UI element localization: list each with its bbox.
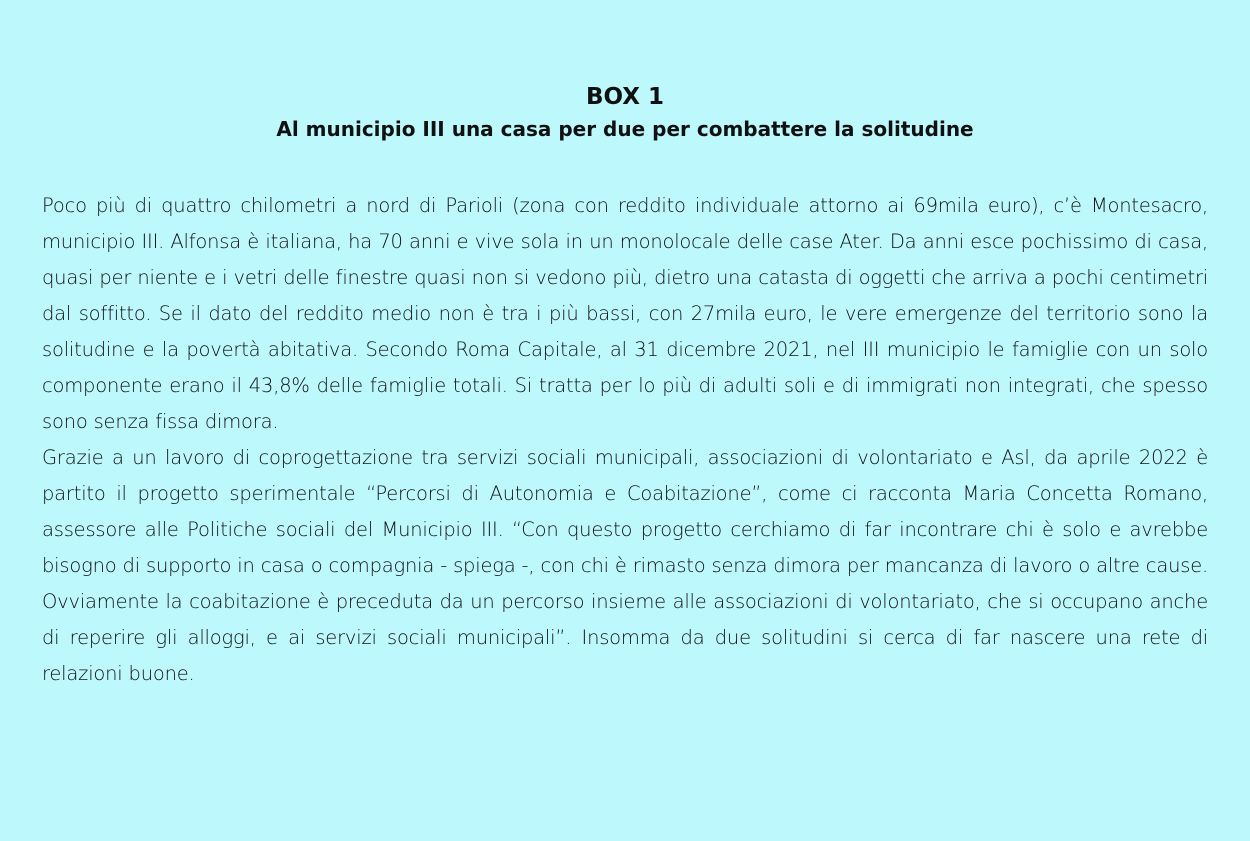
paragraph-1: Poco più di quattro chilometri a nord di Parioli (zona con reddito individuale attorno ai 69mila euro), c’è Montesacro, municipio III. Alfonsa è italiana, ha 70 anni e vive sola in un monolocale delle case Ater. Da anni esce pochissimo di casa, quasi per niente e i vetri delle finestre quasi non si vedono più, dietro una catasta di oggetti che arriva a pochi centimetri dal soffitto. Se il dato del reddito medio non è tra i più bassi, con 27mila euro, le vere emergenze del territorio sono la solitudine e la povertà abitativa. Secondo Roma Capitale, al 31 dicembre 2021, nel III municipio le famiglie con un solo componente erano il 43,8% delle famiglie totali. Si tratta per lo più di adulti soli e di immigrati non integrati, che spesso sono senza fissa dimora. [42,194,1208,433]
box-subtitle: Al municipio III una casa per due per combattere la solitudine [276,117,974,141]
article-body [42,188,1208,692]
paragraph-2: Grazie a un lavoro di coprogettazione tra servizi sociali municipali, associazioni di volontariato e Asl, da aprile 2022 è partito il progetto sperimentale “Percorsi di Autonomia e Coabitazione”, come ci racconta Maria Concetta Romano, assessore alle Politiche sociali del Municipio III. “Con questo progetto cerchiamo di far incontrare chi è solo e avrebbe bisogno di supporto in casa o compagnia - spiega -, con chi è rimasto senza dimora per mancanza di lavoro o altre cause. Ovviamente la coabitazione è preceduta da un percorso insieme alle associazioni di volontariato, che si occupano anche di reperire gli alloggi, e ai servizi sociali municipali”. Insomma da due solitudini si cerca di far nascere una rete di relazioni buone. [42,446,1208,685]
box-title: BOX 1 [585,84,664,110]
